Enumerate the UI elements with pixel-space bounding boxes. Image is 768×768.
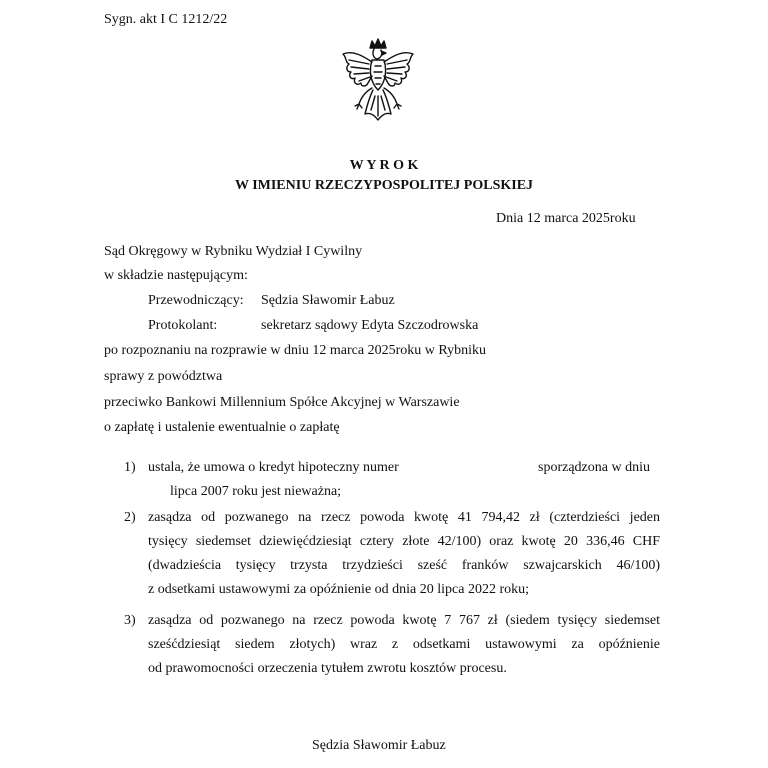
presiding-judge: Sędzia Sławomir Łabuz xyxy=(261,293,395,308)
clerk-label: Protokolant: xyxy=(148,318,218,333)
case-signature: Sygn. akt I C 1212/22 xyxy=(104,12,228,27)
case-line-1: sprawy z powództwa xyxy=(104,369,223,384)
rulings-list xyxy=(104,456,660,696)
ruling-line: sporządzona w dniu xyxy=(538,460,650,475)
ruling-line: sześćdziesiąt siedem złotych) wraz z odsetkami ustawowymi za opóźnienie xyxy=(148,637,660,652)
presiding-label: Przewodniczący: xyxy=(148,293,244,308)
court-name: Sąd Okręgowy w Rybniku Wydział I Cywilny xyxy=(104,244,363,259)
panel-intro: w składzie następującym: xyxy=(104,268,248,283)
ruling-line: tysięcy siedemset dziewięćdziesiąt cztery złote 42/100) oraz kwotę 20 336,46 CHF xyxy=(148,534,660,549)
ruling-number: 2) xyxy=(124,510,136,525)
verdict-title: W Y R O K xyxy=(349,158,419,173)
ruling-number: 1) xyxy=(124,460,136,475)
polish-eagle-emblem xyxy=(339,36,417,128)
case-line-3: o zapłatę i ustalenie ewentualnie o zapłatę xyxy=(104,420,340,435)
ruling-line: z odsetkami ustawowymi za opóźnienie od dnia 20 lipca 2022 roku; xyxy=(148,582,530,597)
ruling-line: zasądza od pozwanego na rzecz powoda kwotę 41 794,42 zł (czterdzieści jeden xyxy=(148,510,660,525)
hearing-line: po rozpoznaniu na rozprawie w dniu 12 marca 2025roku w Rybniku xyxy=(104,343,487,358)
ruling-line: lipca 2007 roku jest nieważna; xyxy=(170,484,342,499)
ruling-line: ustala, że umowa o kredyt hipoteczny numer xyxy=(148,460,399,475)
ruling-number: 3) xyxy=(124,613,136,628)
verdict-date: Dnia 12 marca 2025roku xyxy=(496,211,636,226)
ruling-line: od prawomocności orzeczenia tytułem zwrotu kosztów procesu. xyxy=(148,661,507,676)
ruling-line: zasądza od pozwanego na rzecz powoda kwotę 7 767 zł (siedem tysięcy siedemset xyxy=(148,613,660,628)
clerk-name: sekretarz sądowy Edyta Szczodrowska xyxy=(261,318,479,333)
verdict-subtitle: W IMIENIU RZECZYPOSPOLITEJ POLSKIEJ xyxy=(234,178,534,193)
judge-signature: Sędzia Sławomir Łabuz xyxy=(312,738,446,753)
ruling-line: (dwadzieścia tysięcy trzysta trzydzieści sześć franków szwajcarskich 46/100) xyxy=(148,558,660,573)
case-line-2: przeciwko Bankowi Millennium Spółce Akcyjnej w Warszawie xyxy=(104,395,460,410)
